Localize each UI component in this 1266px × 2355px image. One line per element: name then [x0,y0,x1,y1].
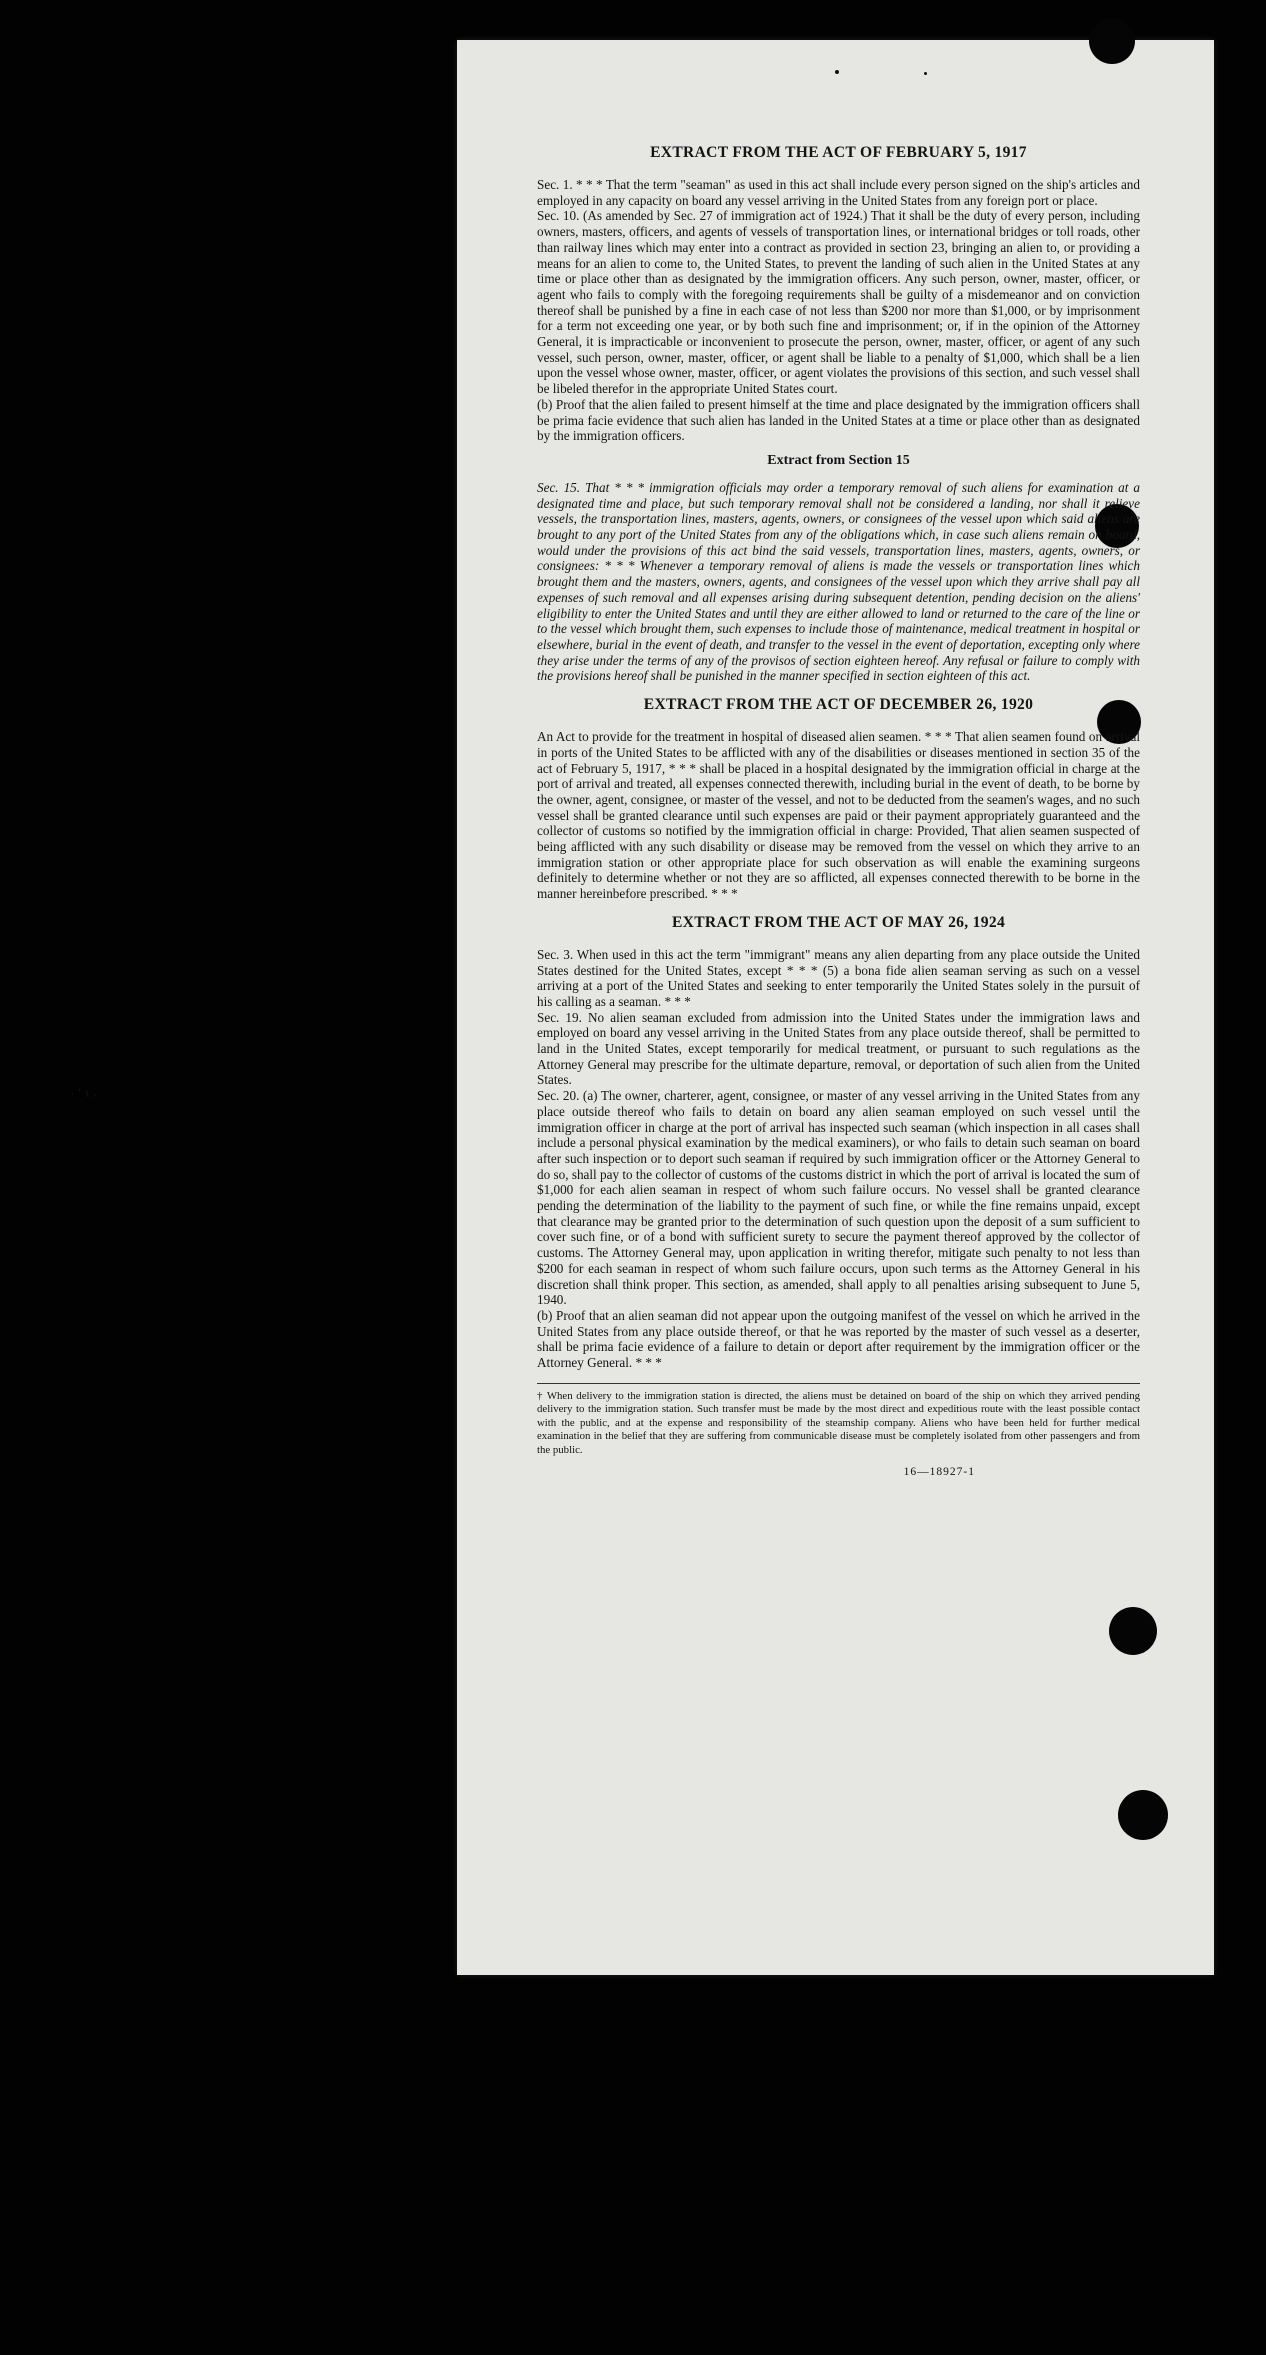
section-extract-15 [537,452,1140,684]
section-act-may-1924 [537,913,1140,1371]
footnote: † When delivery to the immigration station is directed, the aliens must be detained on board of the ship on which they arrived pending delivery to the immigration station. Such transfer must be made by the most direct and expeditious route with the least possible contact with the public, and at the expense and responsibility of the steamship company. Aliens who have been held for further medical examination in the belief that they are suffering from communicable disease must be completely isolated from other passengers and from the public. [537,1383,1140,1458]
section-paragraph: (b) Proof that the alien failed to present himself at the time and place designated by the immigration officers shall be prima facie evidence that such alien has landed in the United States at a time or place other than as designated by the immigration officers. [537,396,1140,444]
bleed-through-marks: · ʼ ı ‚ [69,1083,98,1102]
section-paragraph: Sec. 10. (As amended by Sec. 27 of immigration act of 1924.) That it shall be the duty of every person, including owners, masters, officers, and agents of vessels of transportation lines, or international bridges or toll roads, other than railway lines which may enter into a contract as provided in section 23, bringing an alien to, or providing a means for an alien to come to, the United States, to prevent the landing of such alien in the United States at any time or place other than as designated by the immigration officers. Any such person, owner, master, officer, or agent who fails to comply with the foregoing requirements shall be guilty of a misdemeanor and on conviction thereof shall be punished by a fine in each case of not less than $200 nor more than $1,000, or by imprisonment for a term not exceeding one year, or by both such fine and imprisonment; or, if in the opinion of the Attorney General, it is impracticable or inconvenient to prosecute the person, owner, master, officer, or agent of any such vessel, such person, owner, master, officer, or agent shall be liable to a penalty of $1,000, which shall be a lien upon the vessel whose owner, master, officer, or agent violates the provisions of this section, and such vessel shall be libeled therefor in the appropriate United States court. [537,208,1140,397]
section-act-dec-1920 [537,695,1140,902]
section-paragraph: An Act to provide for the treatment in hospital of diseased alien seamen. * * * That alien seamen found on arrival in ports of the United States to be afflicted with any of the disabilities or diseases mentioned in section 35 of the act of February 5, 1917, * * * shall be placed in a hospital designated by the immigration official in charge at the port of arrival and treated, all expenses connected therewith, including burial in the event of death, to be borne by the owner, agent, consignee, or master of the vessel, and not to be deducted from the seamen's wages, and no such vessel shall be granted clearance until such expenses are paid or their payment appropriately guaranteed and the collector of customs so notified by the immigration official in charge: Provided, That alien seamen suspected of being afflicted with any such disability or disease may be removed from the vessel on which they arrive to an immigration station or other appropriate place for such observation as will enable the examining surgeons definitely to determine whether or not they are so afflicted, all expenses connected therewith to be borne in the manner hereinbefore prescribed. * * * [537,729,1140,902]
document-page [457,40,1214,1975]
speck-mark [924,72,927,75]
punch-hole-top [1089,18,1135,64]
section-paragraph: (b) Proof that an alien seaman did not appear upon the outgoing manifest of the vessel on which he arrived in the United States from any place outside thereof, or that he was reported by the master of such vessel as a deserter, shall be prima facie evidence of a failure to detain or deport after requirement by the immigration officer or the Attorney General. * * * [537,1308,1140,1371]
punch-hole-4 [1118,1790,1168,1840]
section-heading: EXTRACT FROM THE ACT OF DECEMBER 26, 1920 [643,696,1034,714]
document-body [537,143,1140,1481]
spacer [537,684,1140,695]
section-paragraph: Sec. 20. (a) The owner, charterer, agent, consignee, or master of any vessel arriving in the United States from any place outside thereof who fails to detain on board any alien seaman employed on such vessel until the immigration officer in charge at the port of arrival has inspected such seaman (which inspection in all cases shall include a personal physical examination by the medical examiners), or who fails to detain such seaman on board after such inspection or to deport such seaman if required by such immigration officer or the Attorney General to do so, shall pay to the collector of customs of the customs district in which the port of arrival is located the sum of $1,000 for each alien seaman in respect of whom such failure occurs. No vessel shall be granted clearance pending the determination of the liability to the payment of such fine, or while the fine remains unpaid, except that clearance may be granted prior to the determination of such question upon the deposit of a sum sufficient to cover such fine, or of a bond with sufficient surety to secure the payment thereof approved by the collector of customs. The Attorney General may, upon application in writing therefor, mitigate such penalty to not less than $200 for each seaman in respect of whom such failure occurs, upon such terms as the Attorney General in his discretion shall think proper. This section, as amended, shall apply to all penalties arising subsequent to June 5, 1940. [537,1088,1140,1308]
section-paragraph: Sec. 15. That * * * immigration officials may order a temporary removal of such aliens for examination at a designated time and place, but such temporary removal shall not be considered a landing, nor shall it relieve vessels, the transportation lines, masters, agents, owners, or consignees of the vessel upon which said aliens are brought to any port of the United States from any of the obligations which, in case such aliens remain on board, would under the provisions of this act bind the said vessels, transportation lines, masters, agents, owners, or consignees: * * * Whenever a temporary removal of aliens is made the vessels or transportation lines which brought them and the masters, owners, agents, and consignees of the vessel upon which they arrive shall pay all expenses of such removal and all expenses arising during subsequent detention, pending decision on the aliens' eligibility to enter the United States and until they are either allowed to land or returned to the care of the line or to the vessel which brought them, such expenses to include those of maintenance, medical treatment in hospital or elsewhere, burial in the event of death, and transfer to the vessel in the event of deportation, excepting only where they arise under the terms of any of the provisos of section eighteen hereof. Any refusal or failure to comply with the provisions hereof shall be punished in the manner specified in section eighteen of this act. [537,479,1140,684]
section-paragraph: Sec. 1. * * * That the term "seaman" as used in this act shall include every person signed on the ship's articles and employed in any capacity on board any vessel arriving in the United States from any foreign port or place. [537,177,1140,208]
section-heading: Extract from Section 15 [767,452,910,468]
section-heading: EXTRACT FROM THE ACT OF FEBRUARY 5, 1917 [650,144,1027,161]
spacer [537,902,1140,913]
section-paragraph: Sec. 19. No alien seaman excluded from admission into the United States under the immigration laws and employed on board any vessel arriving in the United States from any place outside thereof, shall be permitted to land in the United States, except temporarily for medical treatment, or pursuant to such regulations as the Attorney General may prescribe for the ultimate departure, removal, or deportation of such alien from the United States. [537,1009,1140,1088]
section-heading: EXTRACT FROM THE ACT OF MAY 26, 1924 [671,913,1006,931]
speck-mark [835,70,839,74]
section-paragraph: Sec. 3. When used in this act the term "immigrant" means any alien departing from any place outside the United States destined for the United States, except * * * (5) a bona fide alien seaman serving as such on a vessel arriving at a port of the United States and seeking to enter temporarily the United States solely in the pursuit of his calling as a seaman. * * * [537,946,1140,1009]
punch-hole-3 [1109,1607,1157,1655]
section-act-feb-1917 [537,143,1140,444]
form-number: 16—18927-1 [903,1466,975,1479]
